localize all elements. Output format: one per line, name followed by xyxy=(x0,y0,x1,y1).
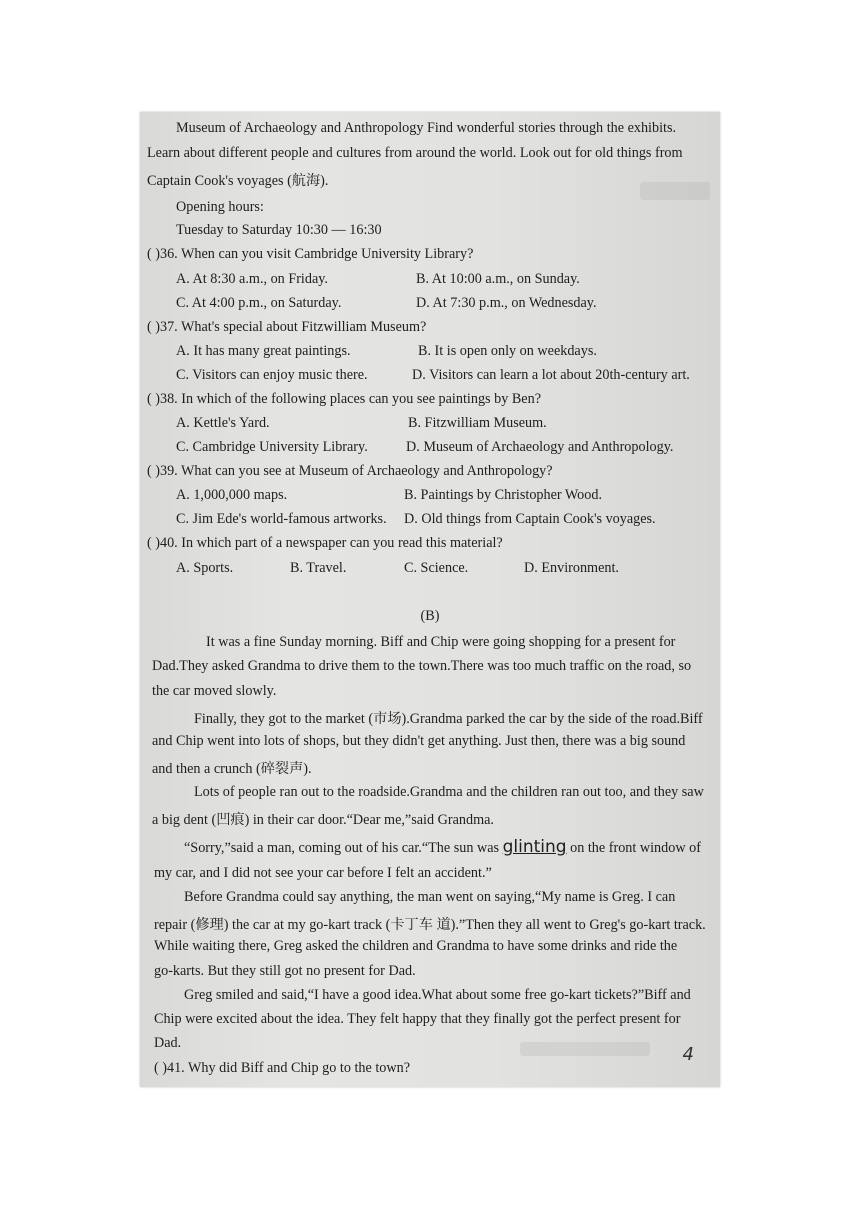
option-d: D. Old things from Captain Cook's voyages. xyxy=(404,511,656,527)
option-d: D. Museum of Archaeology and Anthropology. xyxy=(406,439,674,455)
underlined-word: glinting xyxy=(502,837,567,857)
option-b: B. At 10:00 a.m., on Sunday. xyxy=(416,271,580,287)
section-heading: (B) xyxy=(420,608,440,624)
option-c: C. At 4:00 p.m., on Saturday. xyxy=(176,295,342,311)
passage-line: While waiting there, Greg asked the children and Grandma to have some drinks and ride the xyxy=(154,938,678,954)
option-a: A. Sports. xyxy=(176,560,234,576)
passage-text: on the front window of xyxy=(566,840,701,856)
passage-line: Chip were excited about the idea. They felt happy that they finally got the perfect present for xyxy=(154,1011,681,1027)
question-stem: ( )36. When can you visit Cambridge University Library? xyxy=(147,246,474,262)
passage-line: Before Grandma could say anything, the man went on saying,“My name is Greg. I can xyxy=(184,889,676,905)
option-d: D. At 7:30 p.m., on Wednesday. xyxy=(416,295,597,311)
page-number: 4 xyxy=(682,1044,694,1065)
museum-intro-line: Learn about different people and cultures from around the world. Look out for old things from xyxy=(147,145,683,161)
opening-hours-label: Opening hours: xyxy=(176,199,264,215)
option-c: C. Science. xyxy=(404,560,469,576)
option-a: A. 1,000,000 maps. xyxy=(176,487,288,503)
passage-line: and then a crunch (碎裂声). xyxy=(152,761,312,777)
museum-intro-line: Museum of Archaeology and Anthropology Find wonderful stories through the exhibits. xyxy=(176,120,677,136)
option-b: B. Travel. xyxy=(290,560,347,576)
question-stem: ( )37. What's special about Fitzwilliam Museum? xyxy=(147,319,427,335)
passage-line: and Chip went into lots of shops, but they didn't get anything. Just then, there was a big sound xyxy=(152,733,686,749)
museum-intro-line: Captain Cook's voyages (航海). xyxy=(147,173,329,189)
passage-line xyxy=(184,837,701,857)
option-b: B. It is open only on weekdays. xyxy=(418,343,597,359)
option-a: A. Kettle's Yard. xyxy=(176,415,270,431)
option-b: B. Paintings by Christopher Wood. xyxy=(404,487,603,503)
passage-line: It was a fine Sunday morning. Biff and Chip were going shopping for a present for xyxy=(206,634,676,650)
passage-line: the car moved slowly. xyxy=(152,683,277,699)
passage-line: Finally, they got to the market (市场).Grandma parked the car by the side of the road.Biff xyxy=(194,711,703,727)
opening-hours-value: Tuesday to Saturday 10:30 — 16:30 xyxy=(176,222,382,238)
passage-line: Dad.They asked Grandma to drive them to the town.There was too much traffic on the road, so xyxy=(152,658,692,674)
exam-page xyxy=(140,112,720,1087)
smudge xyxy=(520,1042,650,1056)
smudge xyxy=(640,182,710,200)
option-b: B. Fitzwilliam Museum. xyxy=(408,415,547,431)
question-stem: ( )40. In which part of a newspaper can you read this material? xyxy=(147,535,503,551)
passage-text: “Sorry,”said a man, coming out of his car.“The sun was xyxy=(184,840,503,856)
question-stem: ( )39. What can you see at Museum of Archaeology and Anthropology? xyxy=(147,463,553,479)
option-a: A. It has many great paintings. xyxy=(176,343,351,359)
passage-line: my car, and I did not see your car before I felt an accident.” xyxy=(154,865,492,881)
option-c: C. Jim Ede's world-famous artworks. xyxy=(176,511,387,527)
option-d: D. Visitors can learn a lot about 20th-century art. xyxy=(412,367,690,383)
question-stem: ( )41. Why did Biff and Chip go to the town? xyxy=(154,1060,411,1076)
passage-line: Greg smiled and said,“I have a good idea.What about some free go-kart tickets?”Biff and xyxy=(184,987,691,1003)
passage-line: Lots of people ran out to the roadside.Grandma and the children ran out too, and they saw xyxy=(194,784,704,800)
option-c: C. Cambridge University Library. xyxy=(176,439,368,455)
passage-line: a big dent (凹痕) in their car door.“Dear me,”said Grandma. xyxy=(152,812,494,828)
option-c: C. Visitors can enjoy music there. xyxy=(176,367,368,383)
question-stem: ( )38. In which of the following places can you see paintings by Ben? xyxy=(147,391,541,407)
passage-line: Dad. xyxy=(154,1035,182,1051)
option-a: A. At 8:30 a.m., on Friday. xyxy=(176,271,328,287)
passage-line: repair (修理) the car at my go-kart track (卡丁车 道).”Then they all went to Greg's go-kart track. xyxy=(154,917,706,933)
passage-line: go-karts. But they still got no present for Dad. xyxy=(154,963,416,979)
option-d: D. Environment. xyxy=(524,560,619,576)
